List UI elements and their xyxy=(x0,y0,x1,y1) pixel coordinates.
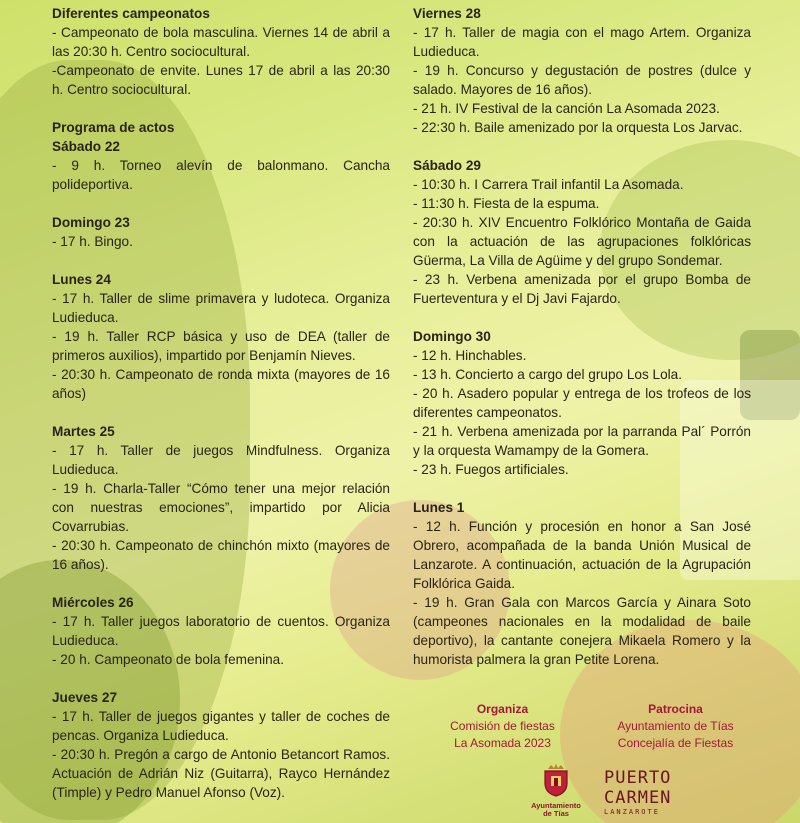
event-line: - 9 h. Torneo alevín de balonmano. Cancha polideportiva. xyxy=(52,158,390,192)
puerto-carmen-logo xyxy=(604,768,672,820)
schedule-right-column xyxy=(413,4,751,688)
event-line: - 20:30 h. Campeonato de chinchón mixto (mayores de 16 años). xyxy=(52,538,390,572)
event-line: - 21 h. Verbena amenizada por la parranda Pal´ Porrón y la orquesta Wamampy de la Gomera. xyxy=(413,424,751,458)
event-line: - 13 h. Concierto a cargo del grupo Los Lola. xyxy=(413,367,683,382)
section-heading: Lunes 24 xyxy=(52,272,111,287)
organiza-line: La Asomada 2023 xyxy=(454,736,551,750)
section-heading: Domingo 30 xyxy=(413,329,491,344)
event-line: - 12 h. Función y procesión en honor a San José Obrero, acompañada de la banda Unión Musical de Lanzarote. A continuación, actuación de la Agrupación Folklórica Gaida. xyxy=(413,519,751,591)
puerto-carmen-line: PUERTO xyxy=(604,768,672,788)
patrocina-block xyxy=(589,701,762,752)
event-line: - 22:30 h. Baile amenizado por la orquesta Los Jarvac. xyxy=(413,120,743,135)
event-line: - 17 h. Taller de juegos gigantes y taller de coches de pencas. Organiza Ludieduca. xyxy=(52,709,390,743)
patrocina-title: Patrocina xyxy=(648,702,703,716)
event-line: - 20 h. Asadero popular y entrega de los trofeos de los diferentes campeonatos. xyxy=(413,386,751,420)
schedule-left-column xyxy=(52,4,390,821)
section-heading: Jueves 27 xyxy=(52,690,118,705)
section-heading: Miércoles 26 xyxy=(52,595,134,610)
schedule-section xyxy=(52,422,390,574)
coat-of-arms-icon xyxy=(541,763,571,797)
organiza-block xyxy=(416,701,589,752)
patrocina-line: Concejalía de Fiestas xyxy=(617,736,734,750)
event-line: - 20:30 h. Campeonato de ronda mixta (mayores de 16 años) xyxy=(52,367,390,401)
event-line: - 12 h. Hinchables. xyxy=(413,348,527,363)
section-heading: Lunes 1 xyxy=(413,500,465,515)
event-line: - 17 h. Taller juegos laboratorio de cuentos. Organiza Ludieduca. xyxy=(52,614,390,648)
schedule-section xyxy=(52,688,390,802)
event-line: - 20:30 h. XIV Encuentro Folklórico Montaña de Gaida con la actuación de las agrupaciones folklóricas Güerma, La Villa de Agüime y del grupo Sondemar. xyxy=(413,215,751,268)
credits-footer xyxy=(416,701,762,752)
schedule-section xyxy=(52,4,390,99)
organiza-line: Comisión de fiestas xyxy=(450,719,555,733)
event-line: - 11:30 h. Fiesta de la espuma. xyxy=(413,196,600,211)
organiza-title: Organiza xyxy=(476,702,529,716)
event-line: - 19 h. Gran Gala con Marcos García y Ainara Soto (campeones nacionales en la modalidad de baile deportivo), la cantante conejera Mikaela Romero y la humorista palmera la gran Petite Lorena. xyxy=(413,595,751,667)
patrocina-line: Ayuntamiento de Tías xyxy=(617,719,734,733)
event-line: -Campeonato de envite. Lunes 17 de abril a las 20:30 h. Centro sociocultural. xyxy=(52,63,390,97)
schedule-section xyxy=(413,4,751,137)
event-line: - 23 h. Verbena amenizada por el grupo Bomba de Fuerteventura y el Dj Javi Fajardo. xyxy=(413,272,751,306)
event-line: - 20:30 h. Pregón a cargo de Antonio Betancort Ramos. Actuación de Adrián Niz (Guitarra), Rayco Hernández (Timple) y Pedro Manuel Afonso (Voz). xyxy=(52,747,390,800)
event-line: - 19 h. Taller RCP básica y uso de DEA (taller de primeros auxilios), impartido por Benjamín Nieves. xyxy=(52,329,390,363)
event-line: - Campeonato de bola masculina. Viernes 14 de abril a las 20:30 h. Centro sociocultural. xyxy=(52,25,390,59)
event-line: - 17 h. Bingo. xyxy=(52,234,133,249)
section-subheading: Sábado 22 xyxy=(52,139,120,154)
section-heading: Martes 25 xyxy=(52,424,115,439)
schedule-section xyxy=(52,270,390,403)
event-line: - 21 h. IV Festival de la canción La Asomada 2023. xyxy=(413,101,720,116)
ayuntamiento-tias-logo xyxy=(527,763,585,823)
section-heading: Domingo 23 xyxy=(52,215,130,230)
ayuntamiento-label: Ayuntamiento xyxy=(531,801,581,810)
section-heading: Diferentes campeonatos xyxy=(52,6,210,21)
schedule-section xyxy=(413,327,751,479)
event-line: - 17 h. Taller de juegos Mindfulness. Organiza Ludieduca. xyxy=(52,443,390,477)
ayuntamiento-label: de Tías xyxy=(543,809,569,818)
schedule-section xyxy=(52,593,390,669)
event-line: - 19 h. Concurso y degustación de postres (dulce y salado. Mayores de 16 años). xyxy=(413,63,751,97)
puerto-carmen-line: CARMEN xyxy=(604,788,672,808)
schedule-section xyxy=(52,213,390,251)
puerto-carmen-subline: LANZAROTE xyxy=(604,808,660,816)
section-heading: Sábado 29 xyxy=(413,158,481,173)
schedule-section xyxy=(413,156,751,308)
event-line: - 17 h. Taller de magia con el mago Artem. Organiza Ludieduca. xyxy=(413,25,751,59)
event-line: - 10:30 h. I Carrera Trail infantil La Asomada. xyxy=(413,177,684,192)
event-line: - 23 h. Fuegos artificiales. xyxy=(413,462,569,477)
section-heading: Viernes 28 xyxy=(413,6,481,21)
event-line: - 17 h. Taller de slime primavera y ludoteca. Organiza Ludieduca. xyxy=(52,291,390,325)
event-line: - 20 h. Campeonato de bola femenina. xyxy=(52,652,285,667)
schedule-section xyxy=(413,498,751,669)
section-heading: Programa de actos xyxy=(52,120,175,135)
schedule-section xyxy=(52,118,390,194)
event-line: - 19 h. Charla-Taller “Cómo tener una mejor relación con nuestras emociones”, impartido por Alicia Covarrubias. xyxy=(52,481,390,534)
